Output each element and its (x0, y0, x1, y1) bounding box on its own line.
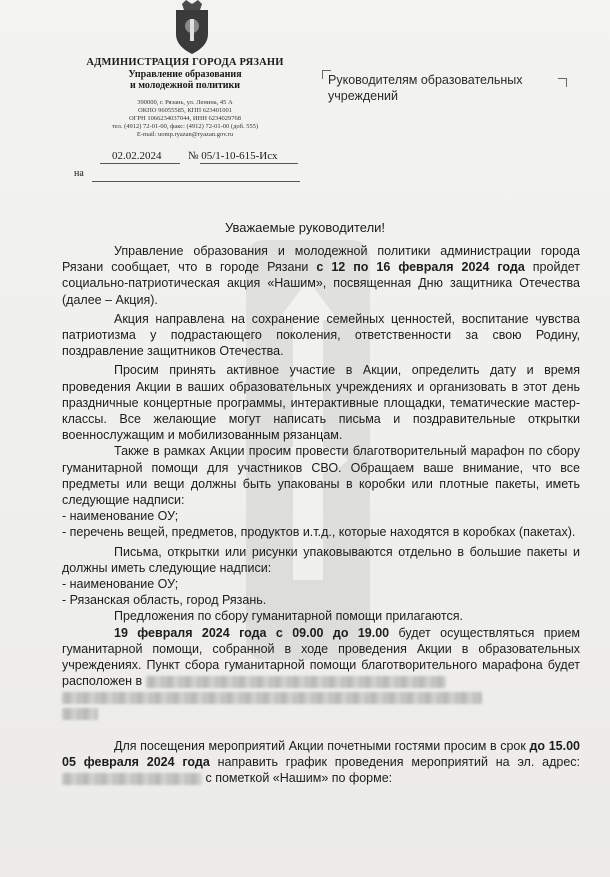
redacted-line (62, 689, 580, 705)
p4-item-1: - наименование ОУ; (62, 509, 179, 524)
paragraph-7 (62, 625, 580, 690)
p1-dates: с 12 по 16 февраля 2024 года (316, 260, 525, 275)
p5-item-2: - Рязанская область, город Рязань. (62, 593, 267, 608)
p8-text-c: с пометкой «Нашим» по форме: (202, 771, 393, 786)
p8-text-b: направить график проведения мероприятий на эл. адрес: (209, 755, 580, 770)
coat-of-arms-icon (170, 0, 214, 56)
okpo: ОКПО 96055585, КПП 623401001 (138, 107, 232, 114)
p7-date-time: 19 февраля 2024 года с 09.00 до 19.00 (114, 625, 390, 640)
date-underline (100, 163, 180, 164)
paragraph-3: Просим принять активное участие в Акции, определить дату и время проведения Акции в ваших образовательных учреждениях и организовать в этот день праздничные концертные программы, интерактивные площадки, тематические мастер-классы. Все желающие могут написать письма и поздравительные открытки военнослужащим и мобилизованным рязанцам. (62, 363, 580, 443)
na-label: на (74, 168, 84, 179)
letter-body (62, 243, 580, 787)
recipient-line-2: учреждений (328, 89, 399, 103)
paragraph-2: Акция направлена на сохранение семейных ценностей, воспитание чувства патриотизма у подрастающего поколения, ответственности за свою Родину, поздравление защитников Отечества. (62, 311, 580, 359)
p8-text-a: Для посещения мероприятий Акции почетными гостями просим в срок (114, 738, 530, 753)
letter-number: № 05/1-10-615-Исх (188, 150, 278, 162)
p4-item-2: - перечень вещей, предметов, продуктов и.т.д., которые находятся в коробках (пакетах). (62, 525, 576, 540)
address: 390000, г. Рязань, ул. Ленина, 45 А (137, 99, 233, 106)
p1-text-b: пройдет социально-патриотическая акция «Нашим», посвященная Дню защитника Отечества (далее – Акция). (62, 260, 580, 307)
email: E-mail: uomp.ryazan@ryazan.gov.ru (136, 131, 234, 138)
p7-text: будет осуществляться прием гуманитарной помощи, собранной в ходе проведения Акции в образовательных учреждениях. Пункт сбора гуманитарной помощи благотворительного марафона будет расположен в (62, 625, 581, 689)
na-underline (92, 181, 300, 182)
paragraph-1 (62, 243, 580, 308)
redacted-line-2 (62, 706, 580, 722)
recipient-block (328, 72, 568, 104)
greeting: Уважаемые руководители! (224, 220, 386, 235)
redacted-location-3 (62, 708, 98, 720)
paragraph-8 (62, 738, 580, 787)
dept-line-1: Управление образования (128, 69, 242, 80)
p5-item-1: - наименование ОУ; (62, 577, 179, 592)
sender-block (60, 57, 310, 139)
recipient-line-1: Руководителям образовательных (328, 73, 523, 87)
p8-deadline: до 15.00 05 февраля 2024 года (62, 738, 580, 770)
redacted-location (146, 676, 446, 688)
org-title: АДМИНИСТРАЦИЯ ГОРОДА РЯЗАНИ (86, 57, 284, 68)
p1-text-a: Управление образования и молодежной политики администрации города Рязани сообщает, что в городе Рязани (62, 244, 580, 275)
ogrn: ОГРН 1066234037044, ИНН 6234029768 (128, 115, 242, 122)
paragraph-4: Также в рамках Акции просим провести благотворительный марафон по сбору гуманитарной помощи для участников СВО. Обращаем ваше внимание, что все предметы или вещи должны быть упакованы в коробки или плотные пакеты, иметь следующие надписи: (62, 444, 580, 508)
dept-line-2: и молодежной политики (129, 80, 241, 91)
phone: тел. (4912) 72-01-00, факс: (4912) 72-01-00 (доб. 555) (111, 123, 259, 130)
paragraph-6: Предложения по сбору гуманитарной помощи прилагаются. (114, 609, 463, 624)
letter-date: 02.02.2024 (112, 150, 162, 162)
number-underline (200, 163, 298, 164)
redacted-location-2 (62, 692, 482, 704)
redacted-email (62, 773, 202, 785)
paragraph-5: Письма, открытки или рисунки упаковываются отдельно в большие пакеты и должны иметь следующие надписи: (62, 544, 580, 575)
